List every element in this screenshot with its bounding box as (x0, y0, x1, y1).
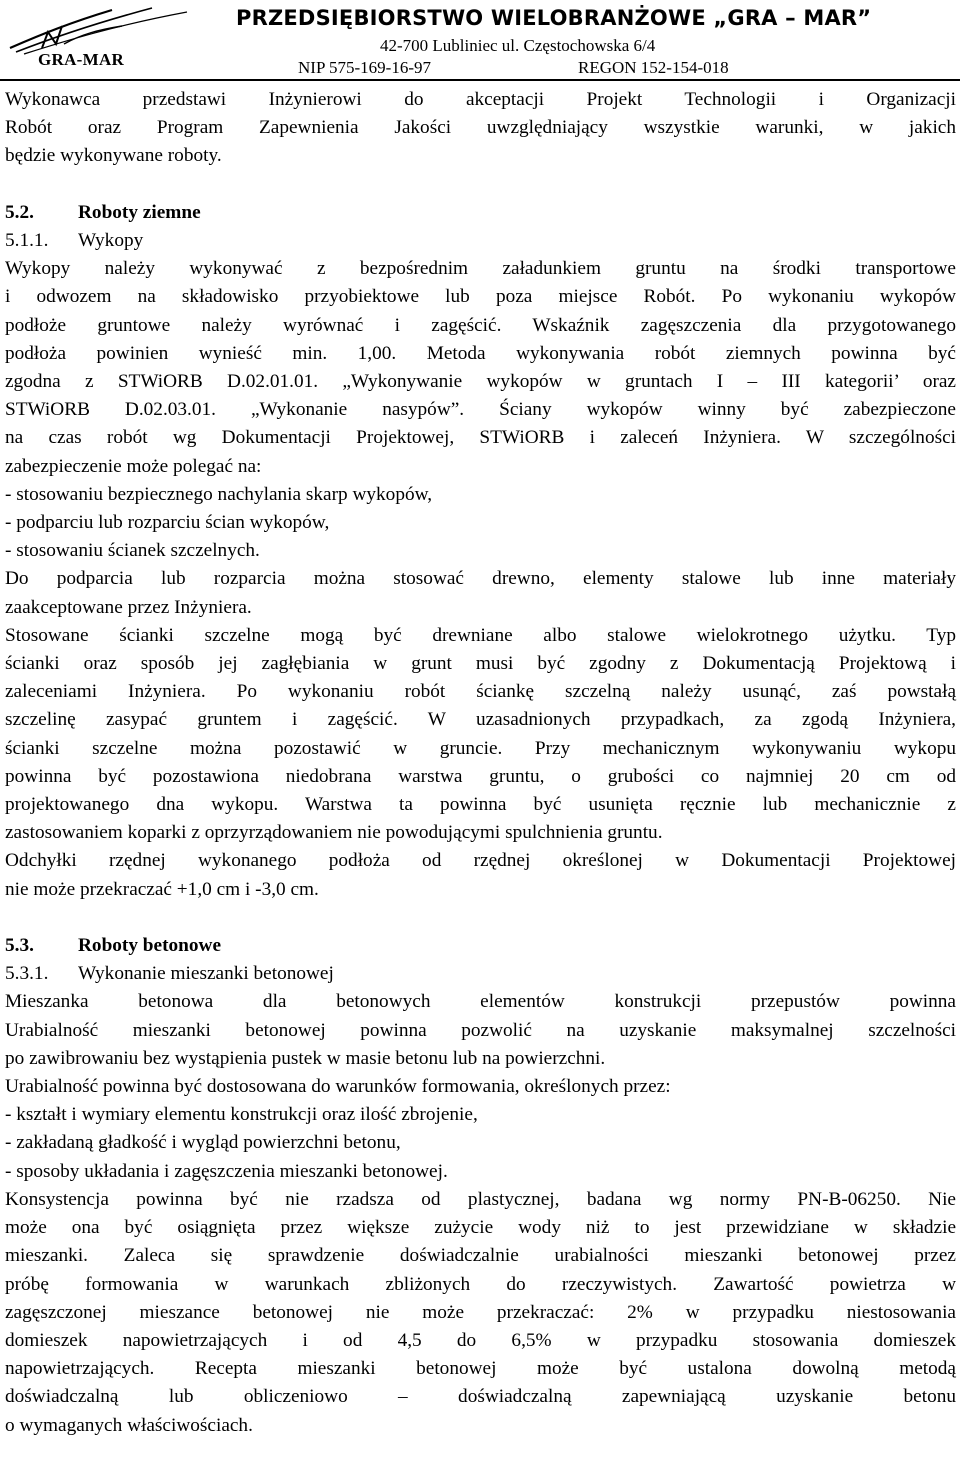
paragraph-line: powinna być pozostawiona niedobrana warstwa gruntu, o grubości co najmniej 20 cm od (5, 765, 956, 787)
document-body (5, 86, 956, 1440)
section-number: 5.3.1. (5, 963, 49, 985)
paragraph-line: ścianki szczelne można pozostawić w gruncie. Przy mechanicznym wykonywaniu wykopu (5, 737, 956, 759)
section-number: 5.3. (5, 935, 34, 957)
section-heading-5-2 (5, 199, 956, 227)
intro-line: Wykonawca przedstawi Inżynierowi do akceptacji Projekt Technologii i Organizacji (5, 89, 956, 110)
paragraph-line: Konsystencja powinna być nie rzadsza od plastycznej, badana wg normy PN-B-06250. Nie (5, 1188, 956, 1210)
paragraph-line: Do podparcia lub rozparcia można stosować drewno, elementy stalowe lub inne materiały (5, 568, 956, 590)
list-item: - kształt i wymiary elementu konstrukcji oraz ilość zbrojenie, (5, 1104, 478, 1126)
paragraph-line: szczelinę zasypać gruntem i zagęścić. W uzasadnionych przypadkach, za zgodą Inżyniera, (5, 709, 956, 731)
list-item: - stosowaniu bezpiecznego nachylania skarp wykopów, (5, 483, 433, 505)
paragraph-line: na czas robót wg Dokumentacji Projektowej, STWiORB i zaleceń Inżyniera. W szczególności (5, 427, 956, 449)
section-title: Wykopy (78, 230, 144, 251)
paragraph-line: zaakceptowane przez Inżyniera. (5, 596, 252, 618)
paragraph-line: zabezpieczenie może polegać na: (5, 455, 262, 477)
paragraph-line: Mieszanka betonowa dla betonowych elementów konstrukcji przepustów powinna (5, 991, 956, 1013)
section-heading-5-3-1 (5, 960, 956, 988)
section-heading-5-3 (5, 932, 956, 960)
intro-line: Robót oraz Program Zapewnienia Jakości uwzględniający wszystkie warunki, w jakich (5, 117, 956, 139)
list-item: - sposoby układania i zagęszczenia mieszanki betonowej. (5, 1160, 448, 1182)
section-title: Roboty ziemne (78, 201, 201, 223)
spacer (5, 904, 956, 932)
paragraph-line: może ona być osiągnięta przez większe zużycie wody niż to jest przewidziane w składzie (5, 1217, 956, 1239)
company-address: 42-700 Lubliniec ul. Częstochowska 6/4 (380, 36, 656, 55)
section-number: 5.1.1. (5, 230, 49, 251)
section-heading-5-1-1 (5, 227, 956, 255)
list-item: - stosowaniu ścianek szczelnych. (5, 540, 260, 562)
paragraph-line: STWiORB D.02.03.01. „Wykonanie nasypów”. Ściany wykopów winny być zabezpieczone (5, 399, 956, 421)
paragraph-line: domieszek napowietrzających i od 4,5 do 6,5% w przypadku stosowania domieszek (5, 1329, 956, 1351)
paragraph-line: nie może przekraczać +1,0 cm i -3,0 cm. (5, 878, 319, 900)
paragraph-line: podłoża powinien wynieść min. 1,00. Metoda wykonywania robót ziemnych powinna być (5, 342, 956, 364)
paragraph-line: podłoże gruntowe należy wyrównać i zagęścić. Wskaźnik zagęszczenia dla przygotowanego (5, 314, 956, 336)
spacer (5, 171, 956, 199)
header-divider (0, 79, 960, 81)
company-nip: NIP 575-169-16-97 (298, 58, 431, 77)
company-regon: REGON 152-154-018 (578, 58, 729, 77)
paragraph-line: Wykopy należy wykonywać z bezpośrednim załadunkiem gruntu na środki transportowe (5, 258, 956, 280)
section-title: Wykonanie mieszanki betonowej (78, 963, 334, 985)
paragraph-line: Odchyłki rzędnej wykonanego podłoża od rzędnej określonej w Dokumentacji Projektowej (5, 850, 956, 872)
intro-line: będzie wykonywane roboty. (5, 145, 222, 167)
paragraph-line: projektowanego dna wykopu. Warstwa ta powinna być usunięta ręcznie lub mechanicznie z (5, 794, 956, 816)
paragraph-line: ścianki oraz sposób jej zagłębiania w grunt musi być zgodny z Dokumentacją Projektową i (5, 653, 956, 675)
section-title: Roboty betonowe (78, 935, 221, 957)
paragraph-line: Stosowane ścianki szczelne mogą być drewniane albo stalowe wielokrotnego użytku. Typ (5, 624, 956, 646)
paragraph-line: napowietrzających. Recepta mieszanki betonowej może być ustalona dowolną metodą (5, 1358, 956, 1380)
letterhead (0, 0, 960, 82)
paragraph-line: o wymaganych właściwościach. (5, 1414, 253, 1436)
paragraph-line: zagęszczonej mieszance betonowej nie może przekraczać: 2% w przypadku niestosowania (5, 1301, 956, 1323)
list-item: - zakładaną gładkość i wygląd powierzchni betonu, (5, 1132, 401, 1154)
section-number: 5.2. (5, 201, 34, 223)
paragraph-line: mieszanki. Zaleca się sprawdzenie doświadczalnie urabialności mieszanki betonowej przez (5, 1245, 956, 1267)
paragraph-line: Urabialność powinna być dostosowana do warunków formowania, określonych przez: (5, 1076, 671, 1098)
list-item: - podparciu lub rozparciu ścian wykopów, (5, 512, 330, 534)
logo-text: GRA-MAR (38, 50, 125, 69)
paragraph-line: zastosowaniem koparki z oprzyrządowaniem nie powodującymi spulchnienia gruntu. (5, 822, 663, 844)
paragraph-line: doświadczalną lub obliczeniowo – doświadczalną zapewniającą uzyskanie betonu (5, 1386, 956, 1408)
paragraph-line: po zawibrowaniu bez wystąpienia pustek w masie betonu lub na powierzchni. (5, 1047, 606, 1069)
paragraph-line: Urabialność mieszanki betonowej powinna pozwolić na uzyskanie maksymalnej szczelności (5, 1019, 956, 1041)
paragraph-line: i odwozem na składowisko przyobiektowe lub poza miejsce Robót. Po wykonaniu wykopów (5, 286, 956, 308)
paragraph-line: zgodna z STWiORB D.02.01.01. „Wykonywanie wykopów w gruntach I – III kategorii’ oraz (5, 371, 956, 393)
company-name: PRZEDSIĘBIORSTWO WIELOBRANŻOWE „GRA – MAR” (236, 6, 872, 30)
paragraph-line: zaleceniami Inżyniera. Po wykonaniu robót ściankę szczelną należy usunąć, zaś powstałą (5, 681, 956, 703)
paragraph-line: próbę formowania w warunkach zbliżonych do rzeczywistych. Zawartość powietrza w (5, 1273, 956, 1295)
